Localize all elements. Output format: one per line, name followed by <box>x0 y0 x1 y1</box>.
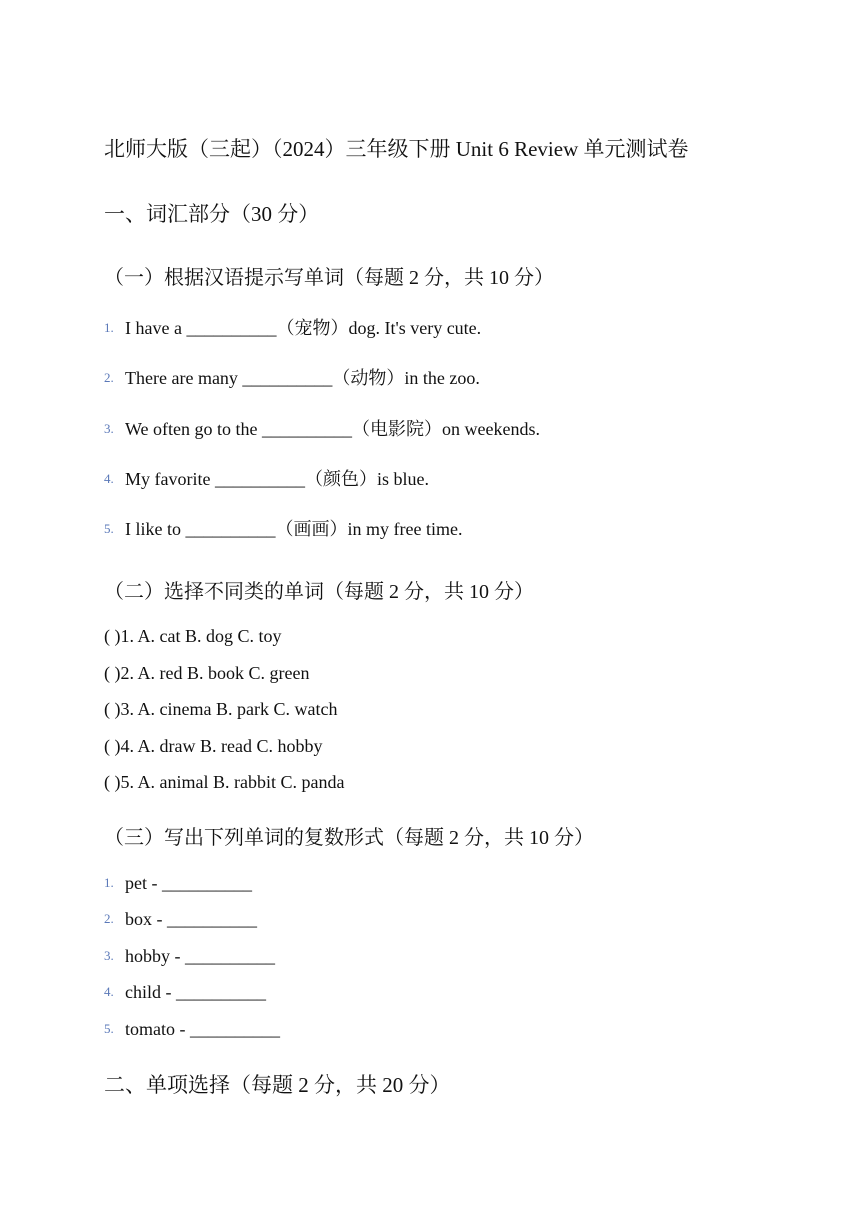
section1-item-3 <box>104 420 540 438</box>
section1-item-4 <box>104 470 429 488</box>
section2-item-5: ( )5. A. animal B. rabbit C. panda <box>104 772 345 792</box>
item-text: We often go to the __________（电影院）on weekends. <box>125 419 540 439</box>
section3-item-1 <box>104 874 252 892</box>
item-text: There are many __________（动物）in the zoo. <box>125 368 480 388</box>
item-number: 3. <box>104 948 114 963</box>
item-text: pet - __________ <box>125 873 252 893</box>
item-text: My favorite __________（颜色）is blue. <box>125 469 429 489</box>
part1-heading: 一、词汇部分（30 分） <box>104 202 320 226</box>
item-text: I have a __________（宠物）dog. It's very cute. <box>125 318 482 338</box>
section2-item-3: ( )3. A. cinema B. park C. watch <box>104 699 338 719</box>
section2-item-2: ( )2. A. red B. book C. green <box>104 663 310 683</box>
section3-item-4 <box>104 983 266 1001</box>
item-text: child - __________ <box>125 982 266 1002</box>
section3-heading: （三）写出下列单词的复数形式（每题 2 分，共 10 分） <box>104 827 594 849</box>
section3-item-3 <box>104 947 275 965</box>
section2-item-4: ( )4. A. draw B. read C. hobby <box>104 736 323 756</box>
item-number: 1. <box>104 875 114 890</box>
item-number: 5. <box>104 1021 114 1036</box>
section1-heading: （一）根据汉语提示写单词（每题 2 分，共 10 分） <box>104 267 554 289</box>
section3-item-5 <box>104 1020 280 1038</box>
item-number: 2. <box>104 911 114 926</box>
section2-item-1: ( )1. A. cat B. dog C. toy <box>104 626 282 646</box>
section2-heading: （二）选择不同类的单词（每题 2 分，共 10 分） <box>104 581 534 603</box>
item-number: 3. <box>104 421 114 436</box>
section3-item-2 <box>104 910 257 928</box>
document-title: 北师大版（三起）（2024）三年级下册 Unit 6 Review 单元测试卷 <box>104 137 689 161</box>
item-text: I like to __________（画画）in my free time. <box>125 519 463 539</box>
item-text: box - __________ <box>125 909 257 929</box>
item-number: 5. <box>104 521 114 536</box>
item-number: 2. <box>104 370 114 385</box>
item-number: 1. <box>104 320 114 335</box>
section1-item-5 <box>104 520 462 538</box>
item-number: 4. <box>104 471 114 486</box>
part2-heading: 二、单项选择（每题 2 分，共 20 分） <box>104 1073 451 1097</box>
item-text: hobby - __________ <box>125 946 275 966</box>
section1-item-1 <box>104 319 481 337</box>
item-text: tomato - __________ <box>125 1019 280 1039</box>
item-number: 4. <box>104 984 114 999</box>
section1-item-2 <box>104 369 480 387</box>
